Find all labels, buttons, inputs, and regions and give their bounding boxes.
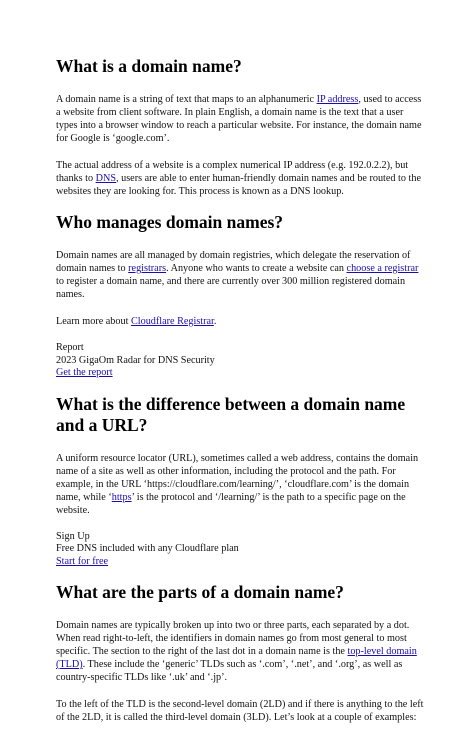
promo-report [56, 342, 424, 380]
promo-kind: Report [56, 342, 84, 353]
link-start-for-free[interactable]: Start for free [56, 555, 109, 567]
paragraph-2ld-3ld: To the left of the TLD is the second-level domain (2LD) and if there is anything to the left of the 2LD, it is called the third-level domain (3LD). Let’s look at a couple of examples: [56, 699, 424, 723]
promo-kind: Sign Up [56, 530, 90, 542]
link-cloudflare-registrar[interactable]: Cloudflare Registrar [130, 316, 214, 327]
promo-title: Free DNS included with any Cloudflare plan [56, 543, 239, 554]
paragraph-registries: Domain names are all managed by domain registries, which delegate the reservation of domain names to registrars. Anyone who wants to create a website can choose a registrar to register a domain name, and there are currently over 300 million registered domain names. [56, 250, 419, 300]
link-registrars[interactable]: registrars [128, 263, 167, 274]
heading-what-is-domain-name: What is a domain name? [56, 56, 242, 76]
link-https[interactable]: https [111, 491, 132, 503]
promo-title: 2023 GigaOm Radar for DNS Security [56, 354, 215, 366]
article-body [56, 56, 424, 738]
link-choose-registrar[interactable]: choose a registrar [346, 263, 419, 274]
link-dns[interactable]: DNS [95, 173, 117, 184]
paragraph-learn-more: Learn more about Cloudflare Registrar. [56, 316, 217, 327]
paragraph-domain-definition: A domain name is a string of text that maps to an alphanumeric IP address, used to access a website from client software. In plain English, a domain name is the text that a user types into a browser window to reach a particular website. For instance, the domain name for Google is ‘google.com’. [56, 94, 422, 144]
promo-signup [56, 531, 424, 569]
paragraph-tld: Domain names are typically broken up into two or three parts, each separated by a dot. When read right-to-left, the identifiers in domain names go from most general to most specific. The section to the right of the last dot in a domain name is the top-level domain (TLD). These include the ‘generic’ TLDs such as ‘.com’, ‘.net’, and ‘.org’, as well as country-specific TLDs like ‘.uk’ and ‘.jp’. [56, 620, 417, 683]
paragraph-ip-address: The actual address of a website is a complex numerical IP address (e.g. 192.0.2.2), but thanks to DNS, users are able to enter human-friendly domain names and be routed to the websites they are looking for. This process is known as a DNS lookup. [56, 160, 421, 197]
link-ip-address[interactable]: IP address [316, 94, 359, 105]
heading-who-manages: Who manages domain names? [56, 212, 284, 232]
heading-domain-vs-url: What is the difference between a domain name and a URL? [56, 393, 406, 435]
link-tld[interactable]: top-level domain (TLD) [56, 646, 417, 670]
link-get-report[interactable]: Get the report [56, 367, 113, 378]
heading-parts-of-domain: What are the parts of a domain name? [56, 582, 344, 602]
paragraph-url: A uniform resource locator (URL), sometimes called a web address, contains the domain name of a site as well as other information, including the protocol and the path. For example, in the URL ‘https://cloudflare.com/learning/’, ‘cloudflare.com’ is the domain name, while ‘https’ is the protocol and ‘/learning/’ is the path to a specific page on the website. [56, 452, 419, 516]
